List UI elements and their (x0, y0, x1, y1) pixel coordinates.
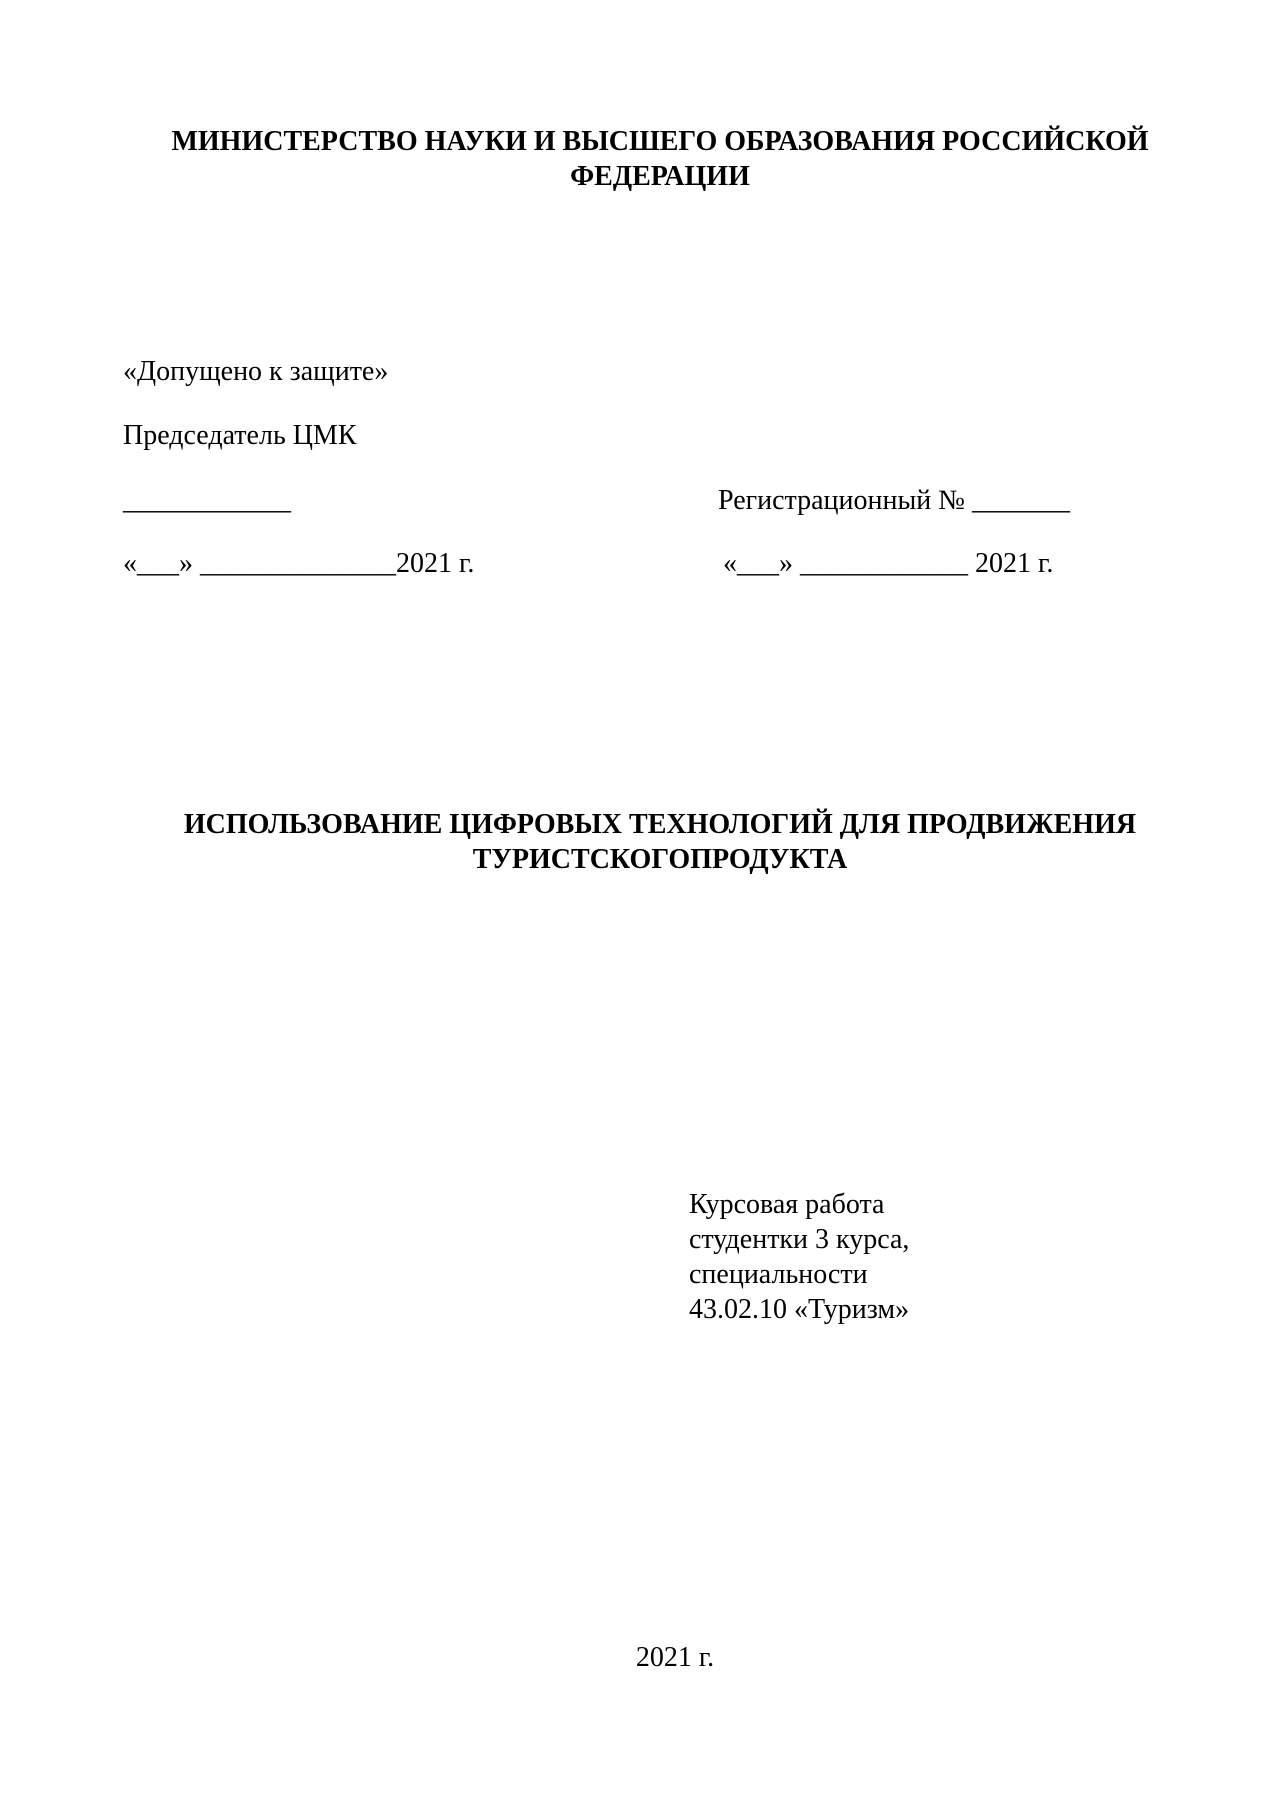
work-title-line-1: ИСПОЛЬЗОВАНИЕ ЦИФРОВЫХ ТЕХНОЛОГИЙ ДЛЯ ПРОДВИЖЕНИЯ (183, 809, 1137, 840)
chairman-label: Председатель ЦМК (123, 420, 357, 451)
ministry-heading (120, 124, 1200, 194)
ministry-heading-line-1: МИНИСТЕРСТВО НАУКИ И ВЫСШЕГО ОБРАЗОВАНИЯ РОССИЙСКОЙ (171, 126, 1149, 157)
author-info-line-1: Курсовая работа (689, 1189, 885, 1220)
signature-line: ____________ (123, 485, 291, 516)
admitted-to-defense-label: «Допущено к защите» (123, 356, 389, 387)
author-info-line-3: специальности (689, 1259, 868, 1290)
registration-date-line: «___» ____________ 2021 г. (723, 548, 1054, 579)
approval-date-line: «___» ______________2021 г. (123, 548, 475, 579)
work-title (120, 807, 1200, 877)
ministry-heading-line-2: ФЕДЕРАЦИИ (570, 161, 750, 192)
work-title-line-2: ТУРИСТСКОГОПРОДУКТА (472, 844, 848, 875)
author-info-line-2: студентки 3 курса, (689, 1224, 910, 1255)
author-info-line-4: 43.02.10 «Туризм» (689, 1294, 910, 1325)
footer-year: 2021 г. (635, 1642, 715, 1673)
author-info-block (689, 1187, 909, 1327)
registration-number-line: Регистрационный № _______ (718, 485, 1070, 516)
